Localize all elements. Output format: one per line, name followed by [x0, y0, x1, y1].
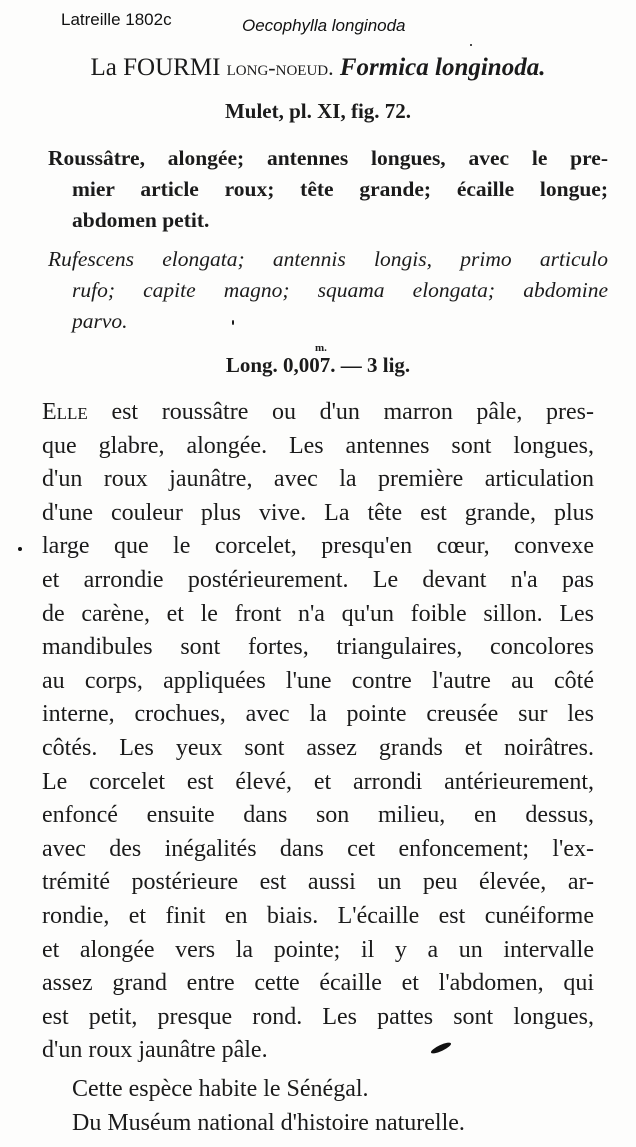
body-line: large que le corcelet, presqu'en cœur, convexe [42, 533, 594, 560]
body-line: d'un roux jaunâtre pâle. [42, 1037, 268, 1064]
length-measurement: Long. 0,007. — 3 lig. [225, 353, 411, 377]
description-body [42, 396, 594, 1068]
body-line: est petit, presque rond. Les pattes sont longues, [42, 1003, 594, 1030]
body-line: de carène, et le front n'a qu'un foible sillon. Les [42, 600, 594, 627]
body-line-rest: est roussâtre ou d'un marron pâle, pres- [87, 399, 594, 425]
body-line: et arrondie postérieurement. Le devant n'a pas [42, 566, 594, 593]
body-line: interne, crochues, avec la pointe creusée sur les [42, 701, 594, 728]
heading-prefix: La FOURMI [90, 54, 221, 81]
latin-diagnosis [48, 244, 608, 337]
french-diagnosis [48, 143, 608, 236]
heading-small-caps: long-noeud. [226, 55, 334, 80]
body-first-word: Elle [42, 399, 88, 425]
body-line: que glabre, alongée. Les antennes sont longues, [42, 432, 594, 459]
body-line: assez grand entre cette écaille et l'abdomen, qui [42, 970, 594, 997]
ink-speck [232, 320, 234, 325]
french-diagnosis-line: Roussâtre, alongée; antennes longues, avec le pre- [48, 146, 608, 170]
body-line: mandibules sont fortes, triangulaires, concolores [42, 634, 594, 661]
body-line: trémité postérieure est aussi un peu élevée, ar- [42, 869, 594, 896]
handwritten-annotation-author: Latreille 1802c [61, 10, 172, 29]
french-diagnosis-line: abdomen petit. [72, 208, 210, 232]
annotation-species-name: Oecophylla longinoda [242, 16, 406, 35]
body-line: enfoncé ensuite dans son milieu, en dessus, [42, 802, 594, 829]
body-line: d'une couleur plus vive. La tête est grande, plus [42, 499, 594, 526]
body-line: et alongée vers la pointe; il y a un intervalle [42, 936, 594, 963]
body-line: rondie, et finit en biais. L'écaille est cunéiforme [42, 902, 594, 929]
collection-line: Du Muséum national d'histoire naturelle. [72, 1110, 465, 1136]
plate-reference: Mulet, pl. XI, fig. 72. [224, 99, 412, 123]
body-line: avec des inégalités dans cet enfoncement; l'ex- [42, 835, 594, 862]
body-line: d'un roux jaunâtre, avec la première articulation [42, 466, 594, 493]
french-diagnosis-line: mier article roux; tête grande; écaille longue; [72, 177, 608, 201]
body-line: côtés. Les yeux sont assez grands et noirâtres. [42, 734, 594, 761]
ink-speck [470, 44, 472, 46]
latin-diagnosis-line: Rufescens elongata; antennis longis, primo articulo [48, 247, 608, 271]
habitat-line: Cette espèce habite le Sénégal. [72, 1076, 369, 1102]
length-unit-mark: m. [315, 342, 327, 354]
body-line [42, 396, 594, 430]
body-line: au corps, appliquées l'une contre l'autre au côté [42, 667, 594, 694]
heading-latin-name: Formica longinoda. [339, 54, 546, 81]
ink-speck [18, 547, 22, 551]
latin-diagnosis-line: rufo; capite magno; squama elongata; abdomine [72, 278, 608, 302]
species-heading [0, 54, 636, 82]
latin-diagnosis-line: parvo. [72, 309, 128, 333]
body-line: Le corcelet est élevé, et arrondi antérieurement, [42, 768, 594, 795]
